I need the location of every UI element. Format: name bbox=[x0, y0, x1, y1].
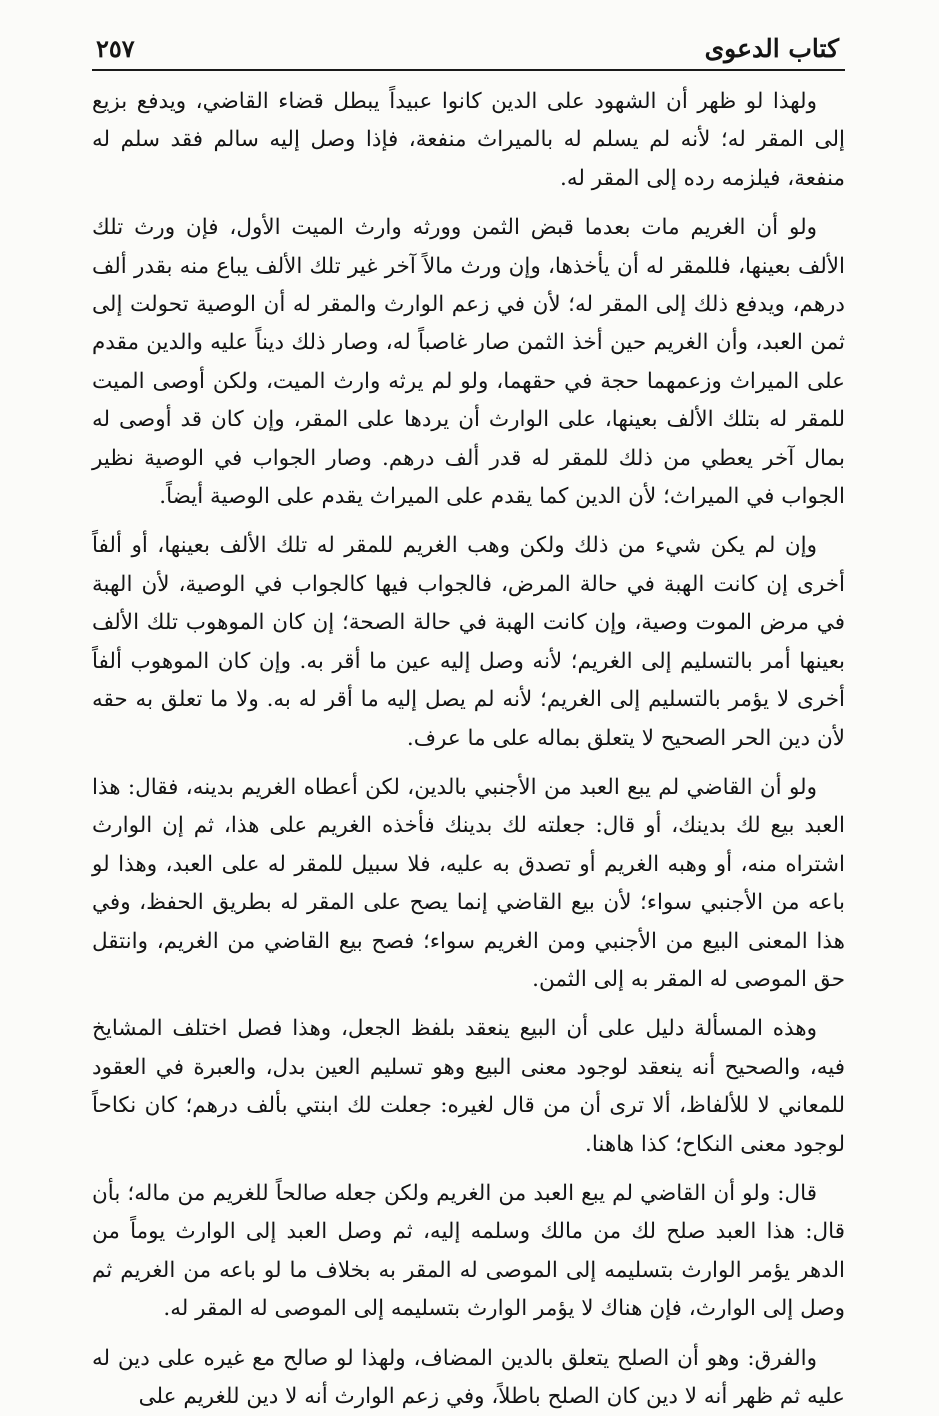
paragraph: ولو أن القاضي لم يبع العبد من الأجنبي بالدين، لكن أعطاه الغريم بدينه، فقال: هذا العبد بيع لك بدينك، أو قال: جعلته لك بدينك فأخذه الغريم على هذا، ثم إن الوارث اشتراه منه، أو وهبه الغريم أو تصدق به عليه، فلا سبيل للمقر له على العبد، وهذا لو باعه من الأجنبي سواء؛ لأن بيع القاضي إنما يصح على المقر له بطريق الحفظ، وفي هذا المعنى البيع من الأجنبي ومن الغريم سواء؛ فصح بيع القاضي من الغريم، وانتقل حق الموصى له المقر به إلى الثمن. bbox=[92, 774, 845, 992]
paragraph: وهذه المسألة دليل على أن البيع ينعقد بلفظ الجعل، وهذا فصل اختلف المشايخ فيه، والصحيح أنه ينعقد لوجود معنى البيع وهو تسليم العين بدل، والعبرة في العقود للمعاني لا للألفاظ، ألا ترى أن من قال لغيره: جعلت لك ابنتي بألف درهم؛ كان نكاحاً لوجود معنى النكاح؛ كذا هاهنا. bbox=[92, 1016, 845, 1157]
paragraph: ولهذا لو ظهر أن الشهود على الدين كانوا عبيداً يبطل قضاء القاضي، ويدفع بزيع إلى المقر له؛ لأنه لم يسلم له بالميراث منفعة، فإذا وصل إليه سالم فقد سلم له منفعة، فيلزمه رده إلى المقر له. bbox=[92, 89, 845, 191]
paragraph: قال: ولو أن القاضي لم يبع العبد من الغريم ولكن جعله صالحاً للغريم من ماله؛ بأن قال: هذا العبد صلح لك من مالك وسلمه إليه، ثم وصل العبد إلى الوارث يوماً من الدهر يؤمر الوارث بتسليمه إلى الموصى له المقر به بخلاف ما لو باعه من الغريم ثم وصل إلى الوارث، فإن هناك لا يؤمر الوارث بتسليمه إلى الموصى له المقر له. bbox=[92, 1180, 845, 1322]
body-text bbox=[92, 83, 845, 1416]
paragraph: ولو أن الغريم مات بعدما قبض الثمن وورثه وارث الميت الأول، فإن ورث تلك الألف بعينها، فللمقر له أن يأخذها، وإن ورث مالاً آخر غير تلك الألف يباع منه بقدر ألف درهم، ويدفع ذلك إلى المقر له؛ لأن في زعم الوارث والمقر له أن الوصية تحولت إلى ثمن العبد، وأن الغريم حين أخذ الثمن صار غاصباً له، وصار ذلك ديناً عليه والدين مقدم على الميراث وزعمهما حجة في حقهما، ولو لم يرثه وارث الميت، ولكن أوصى الميت للمقر له بتلك الألف بعينها، على الوارث أن يردها على المقر، وإن كان قد أوصى له بمال آخر يعطي من ذلك للمقر له قدر ألف درهم. وصار الجواب في الوصية نظير الجواب في الميراث؛ لأن الدين كما يقدم على الميراث يقدم على الوصية أيضاً. bbox=[92, 215, 845, 510]
paragraph: والفرق: وهو أن الصلح يتعلق بالدين المضاف، ولهذا لو صالح مع غيره على دين له عليه ثم ظهر أنه لا دين كان الصلح باطلاً، وفي زعم الوارث أنه لا دين للغريم على bbox=[92, 1345, 845, 1409]
page-header bbox=[92, 34, 845, 71]
paragraph: وإن لم يكن شيء من ذلك ولكن وهب الغريم للمقر له تلك الألف بعينها، أو ألفاً أخرى إن كانت الهبة في حالة المرض، فالجواب فيها كالجواب في الوصية، لأن الهبة في مرض الموت وصية، وإن كانت الهبة في حالة الصحة؛ إن كان الموهوب تلك الألف بعينها أمر بالتسليم إلى الغريم؛ لأنه وصل إليه عين ما أقر به. وإن كان الموهوب ألفاً أخرى لا يؤمر بالتسليم إلى الغريم؛ لأنه لم يصل إليه ما أقر له به. ولا ما تعلق به حقه لأن دين الحر الصحيح لا يتعلق بماله على ما عرف. bbox=[92, 533, 845, 751]
running-title: كتاب الدعوى bbox=[704, 34, 839, 63]
page-number: ٢٥٧ bbox=[96, 34, 135, 63]
